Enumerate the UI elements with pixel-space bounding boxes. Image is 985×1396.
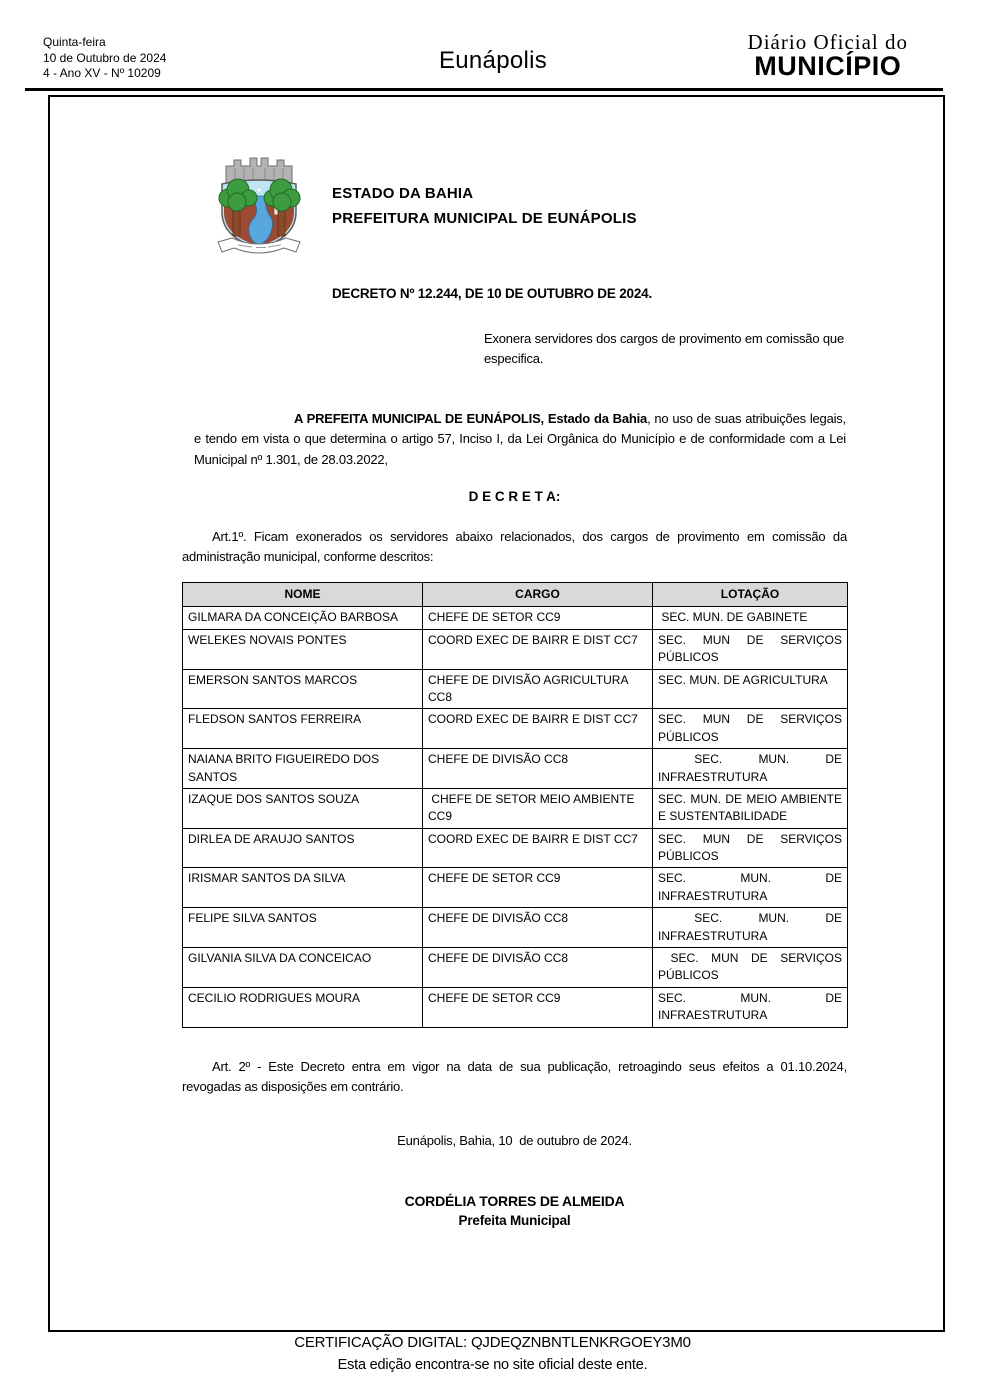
table-header-row <box>183 582 848 606</box>
diario-oficial-logo <box>748 30 908 82</box>
preamble-authority: A PREFEITA MUNICIPAL DE EUNÁPOLIS, Estado da Bahia <box>294 411 648 427</box>
cargo-cell: COORD EXEC DE BAIRR E DIST CC7 <box>423 828 653 868</box>
letterhead <box>208 150 847 262</box>
name-cell: WELEKES NOVAIS PONTES <box>183 629 423 669</box>
decree-title: DECRETO Nº 12.244, DE 10 DE OUTUBRO DE 2024. <box>332 286 652 301</box>
lotacao-cell: SEC. MUN. DE MEIO AMBIENTE E SUSTENTABILIDADE <box>653 788 848 828</box>
lotacao-cell: SEC. MUN DE SERVIÇOS PÚBLICOS <box>653 629 848 669</box>
cargo-cell: CHEFE DE SETOR MEIO AMBIENTE CC9 <box>423 788 653 828</box>
edition-note: Esta edição encontra-se no site oficial deste ente. <box>337 1357 648 1373</box>
coat-of-arms-icon <box>208 150 310 262</box>
lotacao-cell: SEC. MUN. DE INFRAESTRUTURA <box>653 987 848 1027</box>
cargo-cell: CHEFE DE DIVISÃO CC8 <box>423 908 653 948</box>
page-masthead <box>43 30 943 82</box>
name-cell: IRISMAR SANTOS DA SILVA <box>183 868 423 908</box>
date-label: 10 de Outubro de 2024 <box>43 50 167 65</box>
article-1: Art.1º. Ficam exonerados os servidores abaixo relacionados, dos cargos de provimento em comissão da administração municipal, conforme descritos: <box>182 528 847 564</box>
name-cell: NAIANA BRITO FIGUEIREDO DOS SANTOS <box>183 749 423 789</box>
municipality-name: PREFEITURA MUNICIPAL DE EUNÁPOLIS <box>332 210 637 227</box>
table-row <box>183 868 848 908</box>
cargo-cell: CHEFE DE DIVISÃO CC8 <box>423 948 653 988</box>
digital-certification: CERTIFICAÇÃO DIGITAL: QJDEQZNBNTLENKRGOEY3M0 <box>294 1334 691 1351</box>
state-name: ESTADO DA BAHIA <box>332 184 474 202</box>
signature-block <box>182 1191 847 1231</box>
name-cell: FLEDSON SANTOS FERREIRA <box>183 709 423 749</box>
cargo-cell: CHEFE DE SETOR CC9 <box>423 987 653 1027</box>
lotacao-cell: SEC. MUN DE SERVIÇOS PÚBLICOS <box>653 709 848 749</box>
name-cell: GILVANIA SILVA DA CONCEICAO <box>183 948 423 988</box>
certification-footer <box>0 1334 985 1373</box>
lotacao-cell: SEC. MUN. DE AGRICULTURA <box>653 669 848 709</box>
name-cell: EMERSON SANTOS MARCOS <box>183 669 423 709</box>
city-title: Eunápolis <box>438 47 548 74</box>
dateline: Eunápolis, Bahia, 10 de outubro de 2024. <box>397 1132 632 1148</box>
decreta-heading: D E C R E T A: <box>468 488 561 504</box>
cargo-cell: COORD EXEC DE BAIRR E DIST CC7 <box>423 629 653 669</box>
lotacao-cell: SEC. MUN. DE INFRAESTRUTURA <box>653 749 848 789</box>
cargo-cell: CHEFE DE SETOR CC9 <box>423 607 653 629</box>
signature-title: Prefeita Municipal <box>458 1213 571 1229</box>
signature-name: CORDÉLIA TORRES DE ALMEIDA <box>404 1192 625 1209</box>
cargo-cell: CHEFE DE DIVISÃO AGRICULTURA CC8 <box>423 669 653 709</box>
cargo-cell: CHEFE DE DIVISÃO CC8 <box>423 749 653 789</box>
table-row <box>183 749 848 789</box>
table-row <box>183 788 848 828</box>
edition-number-label: 4 - Ano XV - Nº 10209 <box>43 66 161 81</box>
lotacao-cell: SEC. MUN DE SERVIÇOS PÚBLICOS <box>653 948 848 988</box>
table-row <box>183 607 848 629</box>
weekday-label: Quinta-feira <box>43 35 106 49</box>
article-2: Art. 2º - Este Decreto entra em vigor na data de sua publicação, retroagindo seus efeitos a 01.10.2024, revogadas as disposições em contrário. <box>182 1058 847 1094</box>
exoneration-table <box>182 582 848 1028</box>
lotacao-cell: SEC. MUN. DE INFRAESTRUTURA <box>653 868 848 908</box>
table-row <box>183 948 848 988</box>
preamble-legal-basis: , no uso de suas atribuições legais, e tendo em vista o que determina o artigo 57, Inciso I, da Lei Orgânica do Município e de conformidade com a Lei Municipal nº 1.301, de 28.03.2022, <box>194 411 847 467</box>
column-header-3: LOTAÇÃO <box>653 582 848 606</box>
table-row <box>183 908 848 948</box>
table-row <box>183 709 848 749</box>
name-cell: IZAQUE DOS SANTOS SOUZA <box>183 788 423 828</box>
logo-text-top: Diário Oficial do <box>747 30 908 54</box>
decree-preamble <box>194 409 846 469</box>
logo-text-bottom: MUNICÍPIO <box>754 51 902 81</box>
lotacao-cell: SEC. MUN. DE INFRAESTRUTURA <box>653 908 848 948</box>
cargo-cell: CHEFE DE SETOR CC9 <box>423 868 653 908</box>
document-frame <box>48 95 945 1332</box>
name-cell: GILMARA DA CONCEIÇÃO BARBOSA <box>183 607 423 629</box>
document-content <box>182 97 847 1231</box>
cargo-cell: COORD EXEC DE BAIRR E DIST CC7 <box>423 709 653 749</box>
table-row <box>183 629 848 669</box>
org-names <box>332 181 637 232</box>
column-header-1: NOME <box>183 582 423 606</box>
name-cell: DIRLEA DE ARAUJO SANTOS <box>183 828 423 868</box>
header-divider <box>25 88 943 91</box>
decree-summary: Exonera servidores dos cargos de provimento em comissão que especifica. <box>484 331 844 367</box>
lotacao-cell: SEC. MUN. DE GABINETE <box>653 607 848 629</box>
name-cell: FELIPE SILVA SANTOS <box>183 908 423 948</box>
table-row <box>183 828 848 868</box>
name-cell: CECILIO RODRIGUES MOURA <box>183 987 423 1027</box>
table-row <box>183 987 848 1027</box>
lotacao-cell: SEC. MUN DE SERVIÇOS PÚBLICOS <box>653 828 848 868</box>
table-row <box>183 669 848 709</box>
column-header-2: CARGO <box>423 582 653 606</box>
